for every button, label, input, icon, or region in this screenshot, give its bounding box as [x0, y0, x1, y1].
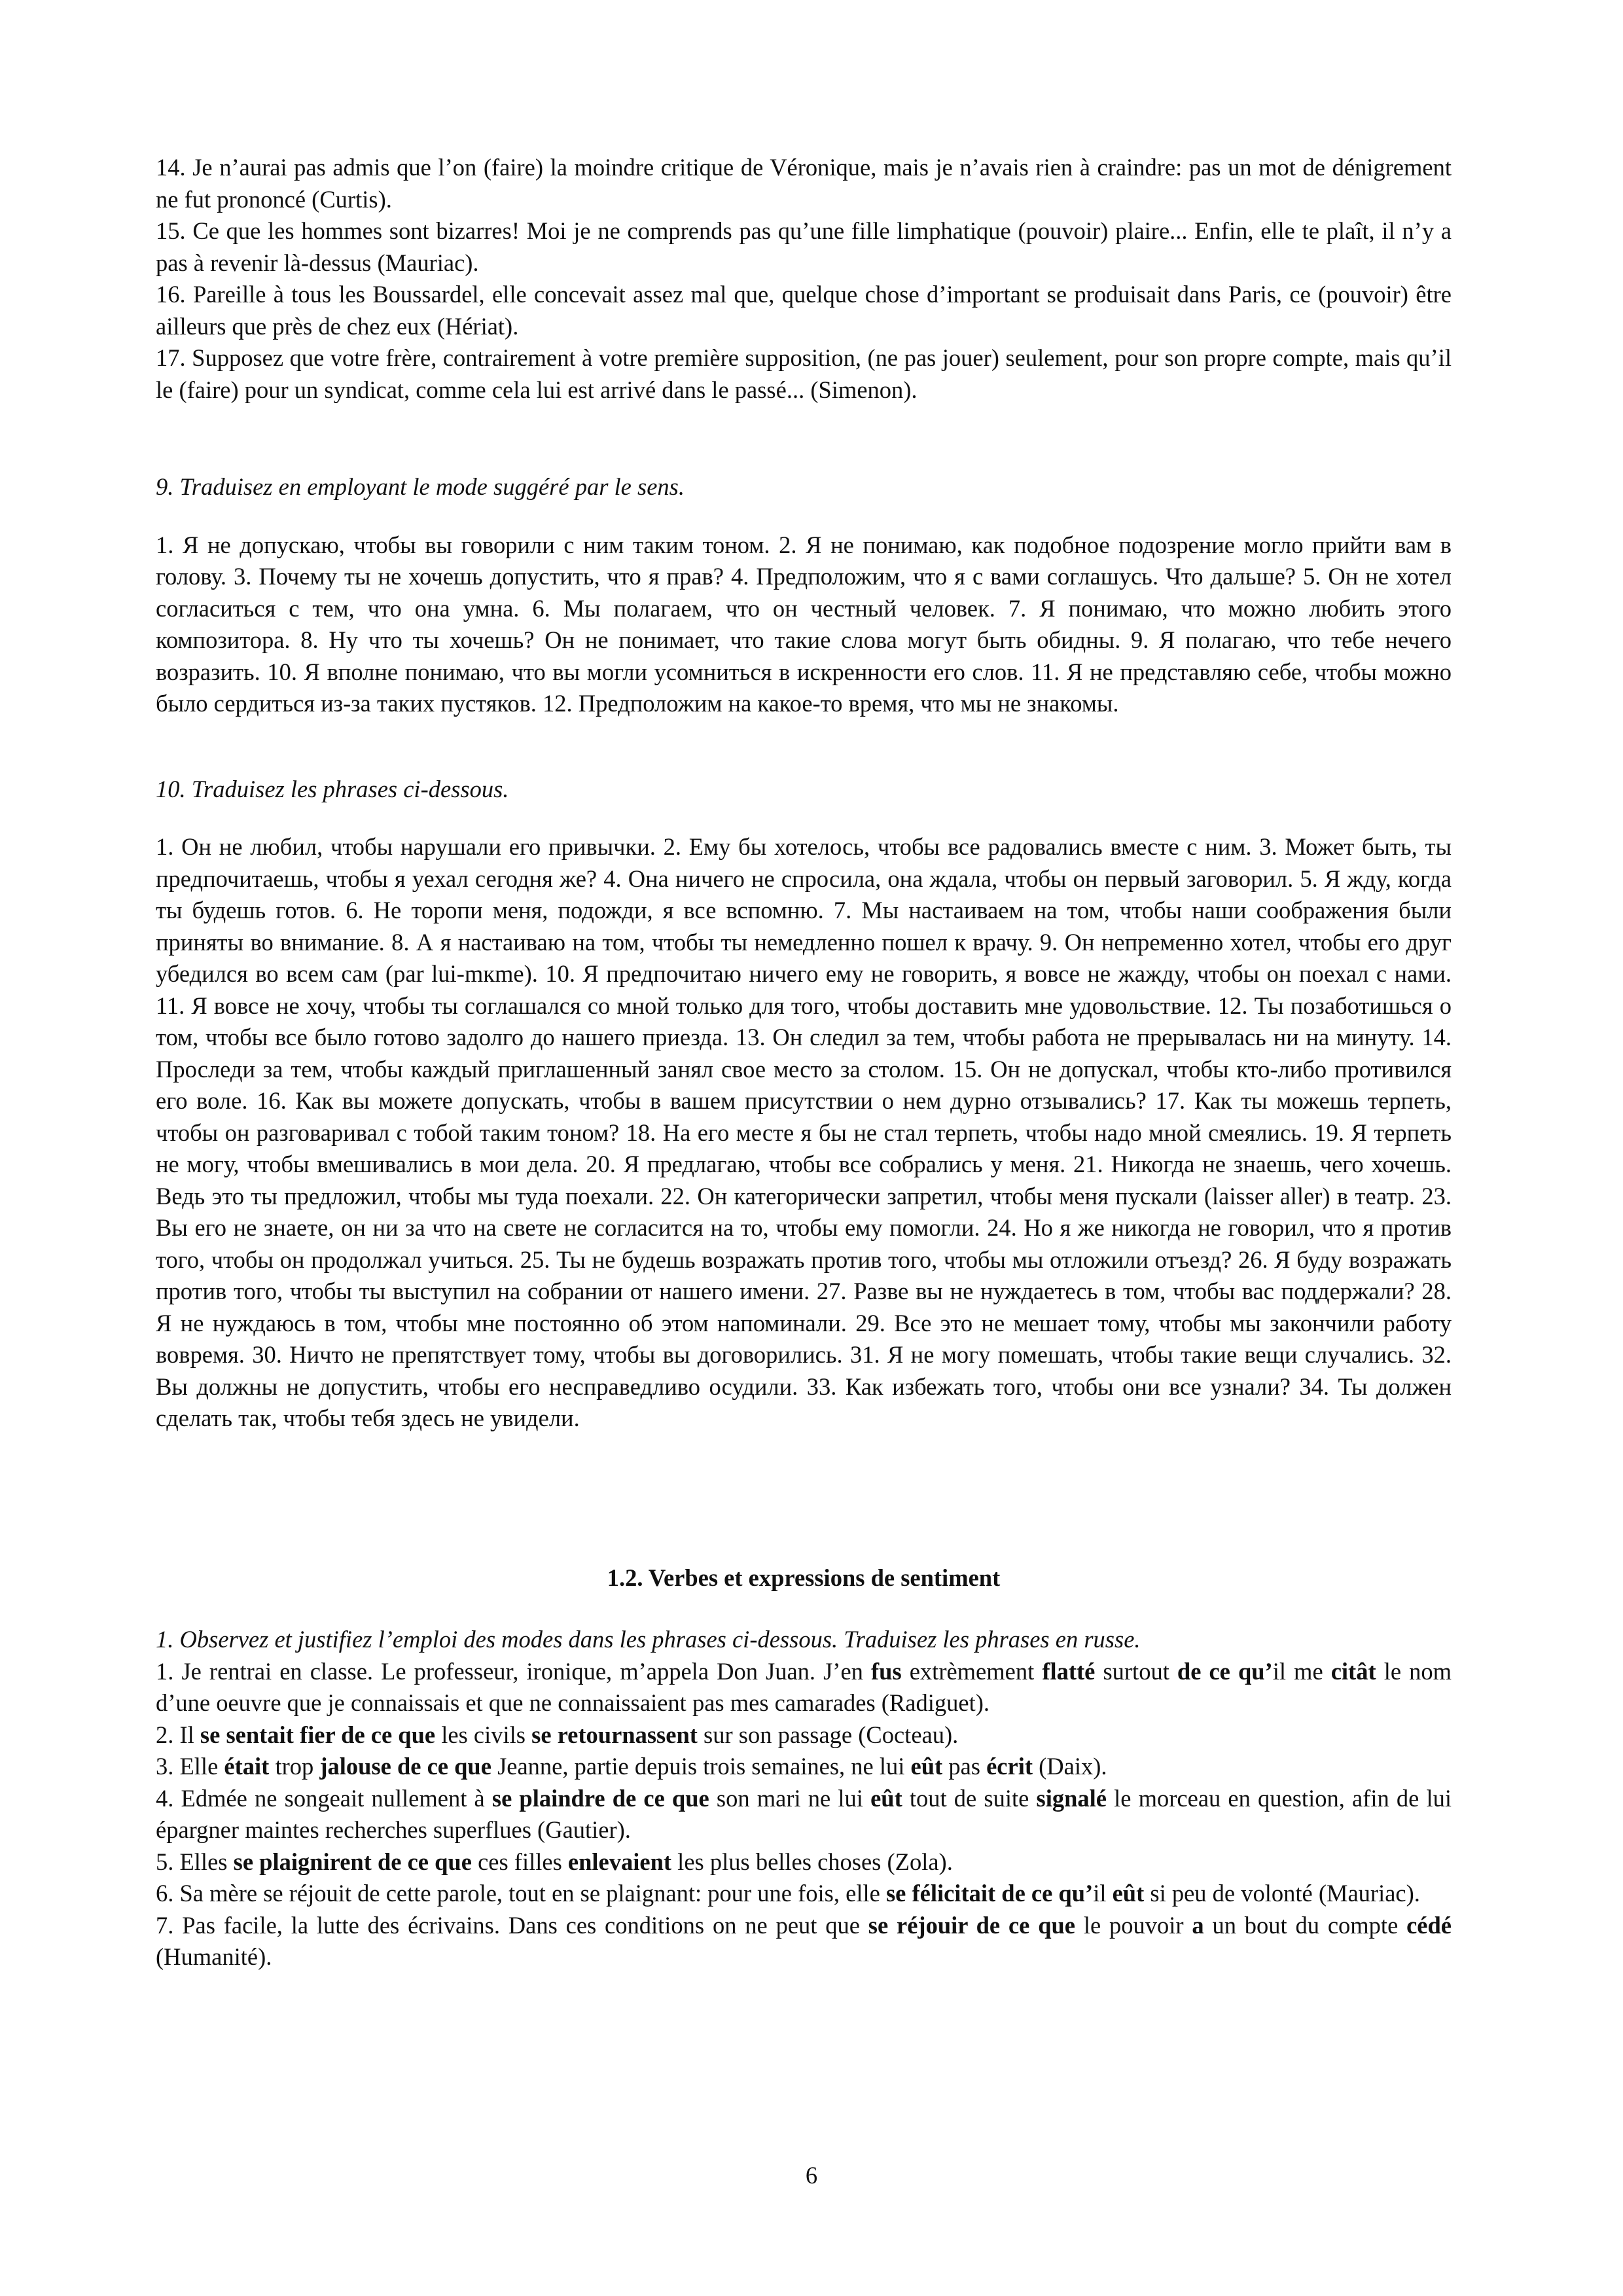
sentence-text: les civils [435, 1721, 532, 1748]
exercise-item-14: 14. Je n’aurai pas admis que l’on (faire) la moindre critique de Véronique, mais je n’avais rien à craindre: pas un mot de dénigrement ne fut prononcé (Curtis). [156, 154, 1452, 213]
emphasized-phrase: citât [1330, 1657, 1376, 1685]
section-exercise-items [156, 1656, 1452, 1973]
emphasized-phrase: était [224, 1753, 270, 1780]
emphasized-phrase: se plaignirent de ce que [233, 1848, 472, 1875]
sentence-text: 6. Sa mère se réjouit de cette parole, tout en se plaignant: pour une fois, elle [156, 1880, 886, 1907]
section-item-3 [156, 1751, 1452, 1783]
emphasized-phrase: signalé [1036, 1784, 1107, 1812]
sentence-text: les plus belles choses (Zola). [671, 1848, 953, 1875]
sentence-text: 4. Edmée ne songeait nullement à [156, 1784, 492, 1812]
sentence-text: 7. Pas facile, la lutte des écrivains. Dans ces conditions on ne peut que [156, 1911, 868, 1939]
section-item-4 [156, 1783, 1452, 1846]
sentence-text: pas [942, 1753, 987, 1780]
exercise-10-heading: 10. Traduisez les phrases ci-dessous. [156, 775, 509, 802]
emphasized-phrase: se sentait fier de ce que [200, 1721, 436, 1748]
sentence-text: (Daix). [1033, 1753, 1107, 1780]
sentence-text: 1. Je rentrai en classe. Le professeur, ironique, m’appela Don Juan. J’en [156, 1657, 871, 1685]
sentence-text: son mari ne lui [709, 1784, 871, 1812]
emphasized-phrase: flatté [1042, 1657, 1096, 1685]
exercise-item-16: 16. Pareille à tous les Boussardel, elle concevait assez mal que, quelque chose d’important se produisait dans Paris, ce (pouvoir) être ailleurs que près de chez eux (Hériat). [156, 281, 1452, 340]
exercise-10-text: 1. Он не любил, чтобы нарушали его привычки. 2. Ему бы хотелось, чтобы все радовались вместе с ним. 3. Может быть, ты предпочитаешь, чтобы я уехал сегодня же? 4. Она ничего не спросила, она ждала, чтобы он первый заговорил. 5. Я жду, когда ты будешь готов. 6. Не торопи меня, подожди, я все вспомню. 7. Мы настаиваем на том, чтобы наши соображения были приняты во внимание. 8. А я настаиваю на том, чтобы ты немедленно пошел к врачу. 9. Он непременно хотел, чтобы его друг убедился во всем сам (par lui-mкme). 10. Я предпочитаю ничего ему не говорить, я вовсе не жажду, чтобы он поехал с нами. 11. Я вовсе не хочу, чтобы ты соглашался со мной только для того, чтобы доставить мне удовольствие. 12. Ты позаботишься о том, чтобы все было готово задолго до нашего приезда. 13. Он следил за тем, чтобы работа не прерывалась ни на минуту. 14. Проследи за тем, чтобы каждый приглашенный занял свое место за столом. 15. Он не допускал, чтобы кто-либо противился его воле. 16. Как вы можете допускать, чтобы в вашем присутствии о нем дурно отзывались? 17. Как ты можешь терпеть, чтобы он разговаривал с тобой таким тоном? 18. На его месте я бы не стал терпеть, чтобы надо мной смеялись. 19. Я терпеть не могу, чтобы вмешивались в мои дела. 20. Я предлагаю, чтобы все собрались у меня. 21. Никогда не знаешь, чего хочешь. Ведь это ты предложил, чтобы мы туда поехали. 22. Он категорически запретил, чтобы меня пускали (laisser aller) в театр. 23. Вы его не знаете, он ни за что на свете не согласится на то, чтобы ему помогли. 24. Но я же никогда не говорил, что я против того, чтобы он продолжал учиться. 25. Ты не будешь возражать против того, чтобы мы отложили отъезд? 26. Я буду возражать против того, чтобы ты выступил на собрании от нашего имени. 27. Разве вы не нуждаетесь в том, чтобы вас поддержали? 28. Я не нуждаюсь в том, чтобы мне постоянно об этом напоминали. 29. Все это не мешает тому, чтобы мы закончили работу вовремя. 30. Ничто не препятствует тому, чтобы вы договорились. 31. Я не могу помешать, чтобы такие вещи случались. 32. Вы должны не допустить, чтобы его несправедливо осудили. 33. Как избежать того, чтобы они все узнали? 34. Ты должен сделать так, чтобы тебя здесь не увидели. [156, 833, 1452, 1431]
emphasized-phrase: se réjouir de ce que [868, 1911, 1075, 1939]
intro-exercise-items [156, 152, 1452, 406]
section-item-1 [156, 1656, 1452, 1719]
emphasized-phrase: fus [870, 1657, 902, 1685]
sentence-text: si peu de volonté (Mauriac). [1144, 1880, 1420, 1907]
sentence-text: trop [269, 1753, 320, 1780]
sentence-text: le morceau en question, afin de lui épargner maintes recherches superflues (Gautier). [156, 1784, 1452, 1843]
exercise-9-text: 1. Я не допускаю, чтобы вы говорили с ним таким тоном. 2. Я не понимаю, как подобное подозрение могло прийти вам в голову. 3. Почему ты не хочешь допустить, что я прав? 4. Предположим, что я с вами соглашусь. Что дальше? 5. Он не хотел согласиться с тем, что она умна. 6. Мы полагаем, что он честный человек. 7. Я понимаю, что можно любить этого композитора. 8. Ну что ты хочешь? Он не понимает, что такие слова могут быть обидны. 9. Я полагаю, что тебе нечего возразить. 10. Я вполне понимаю, что вы могли усомниться в искренности его слов. 11. Я не представляю себе, чтобы можно было сердиться из-за таких пустяков. 12. Предположим на какое-то время, что мы не знакомы. [156, 531, 1452, 717]
emphasized-phrase: se plaindre de ce que [491, 1784, 709, 1812]
emphasized-phrase: cédé [1406, 1911, 1452, 1939]
emphasized-phrase: se retournassent [531, 1721, 698, 1748]
section-title: 1.2. Verbes et expressions de sentiment [607, 1564, 1001, 1591]
sentence-text: le pouvoir [1075, 1911, 1192, 1939]
sentence-text: 5. Elles [156, 1848, 234, 1875]
emphasized-phrase: eût [1112, 1880, 1145, 1907]
emphasized-phrase: de ce qu’ [1177, 1657, 1273, 1685]
emphasized-phrase: eût [910, 1753, 943, 1780]
sentence-text: extrèmement [901, 1657, 1043, 1685]
sentence-text: surtout [1095, 1657, 1177, 1685]
emphasized-phrase: enlevaient [567, 1848, 672, 1875]
sentence-text: le nom d’une oeuvre que je connaissais et que ne connaissaient pas mes camarades (Radiguet). [156, 1657, 1452, 1716]
sentence-text: 3. Elle [156, 1753, 224, 1780]
sentence-text: tout de suite [902, 1784, 1037, 1812]
emphasized-phrase: jalouse de ce que [319, 1753, 491, 1780]
emphasized-phrase: eût [870, 1784, 902, 1812]
sentence-text: il me [1272, 1657, 1331, 1685]
exercise-item-15: 15. Ce que les hommes sont bizarres! Moi je ne comprends pas qu’une fille limphatique (pouvoir) plaire... Enfin, elle te plaît, il n’y a pas à revenir là-dessus (Mauriac). [156, 217, 1452, 276]
emphasized-phrase: écrit [986, 1753, 1033, 1780]
page-number: 6 [805, 2162, 818, 2189]
emphasized-phrase: se félicitait de ce qu’ [885, 1880, 1094, 1907]
section-item-5 [156, 1846, 1452, 1878]
emphasized-phrase: a [1192, 1911, 1204, 1939]
exercise-item-17: 17. Supposez que votre frère, contrairement à votre première supposition, (ne pas jouer) seulement, pour son propre compte, mais qu’il le (faire) pour un syndicat, comme cela lui est arrivé dans le passé... (Simenon). [156, 344, 1452, 403]
section-item-7 [156, 1910, 1452, 1973]
sentence-text: 2. Il [156, 1721, 200, 1748]
sentence-text: sur son passage (Cocteau). [697, 1721, 959, 1748]
section-item-6 [156, 1878, 1452, 1910]
section-exercise-heading: 1. Observez et justifiez l’emploi des modes dans les phrases ci-dessous. Traduisez les phrases en russe. [156, 1626, 1141, 1653]
sentence-text: ces filles [471, 1848, 568, 1875]
sentence-text: (Humanité). [156, 1943, 272, 1970]
section-item-2 [156, 1719, 1452, 1751]
sentence-text: un bout du compte [1204, 1911, 1407, 1939]
exercise-9-heading: 9. Traduisez en employant le mode suggéré par le sens. [156, 473, 685, 500]
sentence-text: Jeanne, partie depuis trois semaines, ne lui [491, 1753, 911, 1780]
sentence-text: il [1093, 1880, 1113, 1907]
